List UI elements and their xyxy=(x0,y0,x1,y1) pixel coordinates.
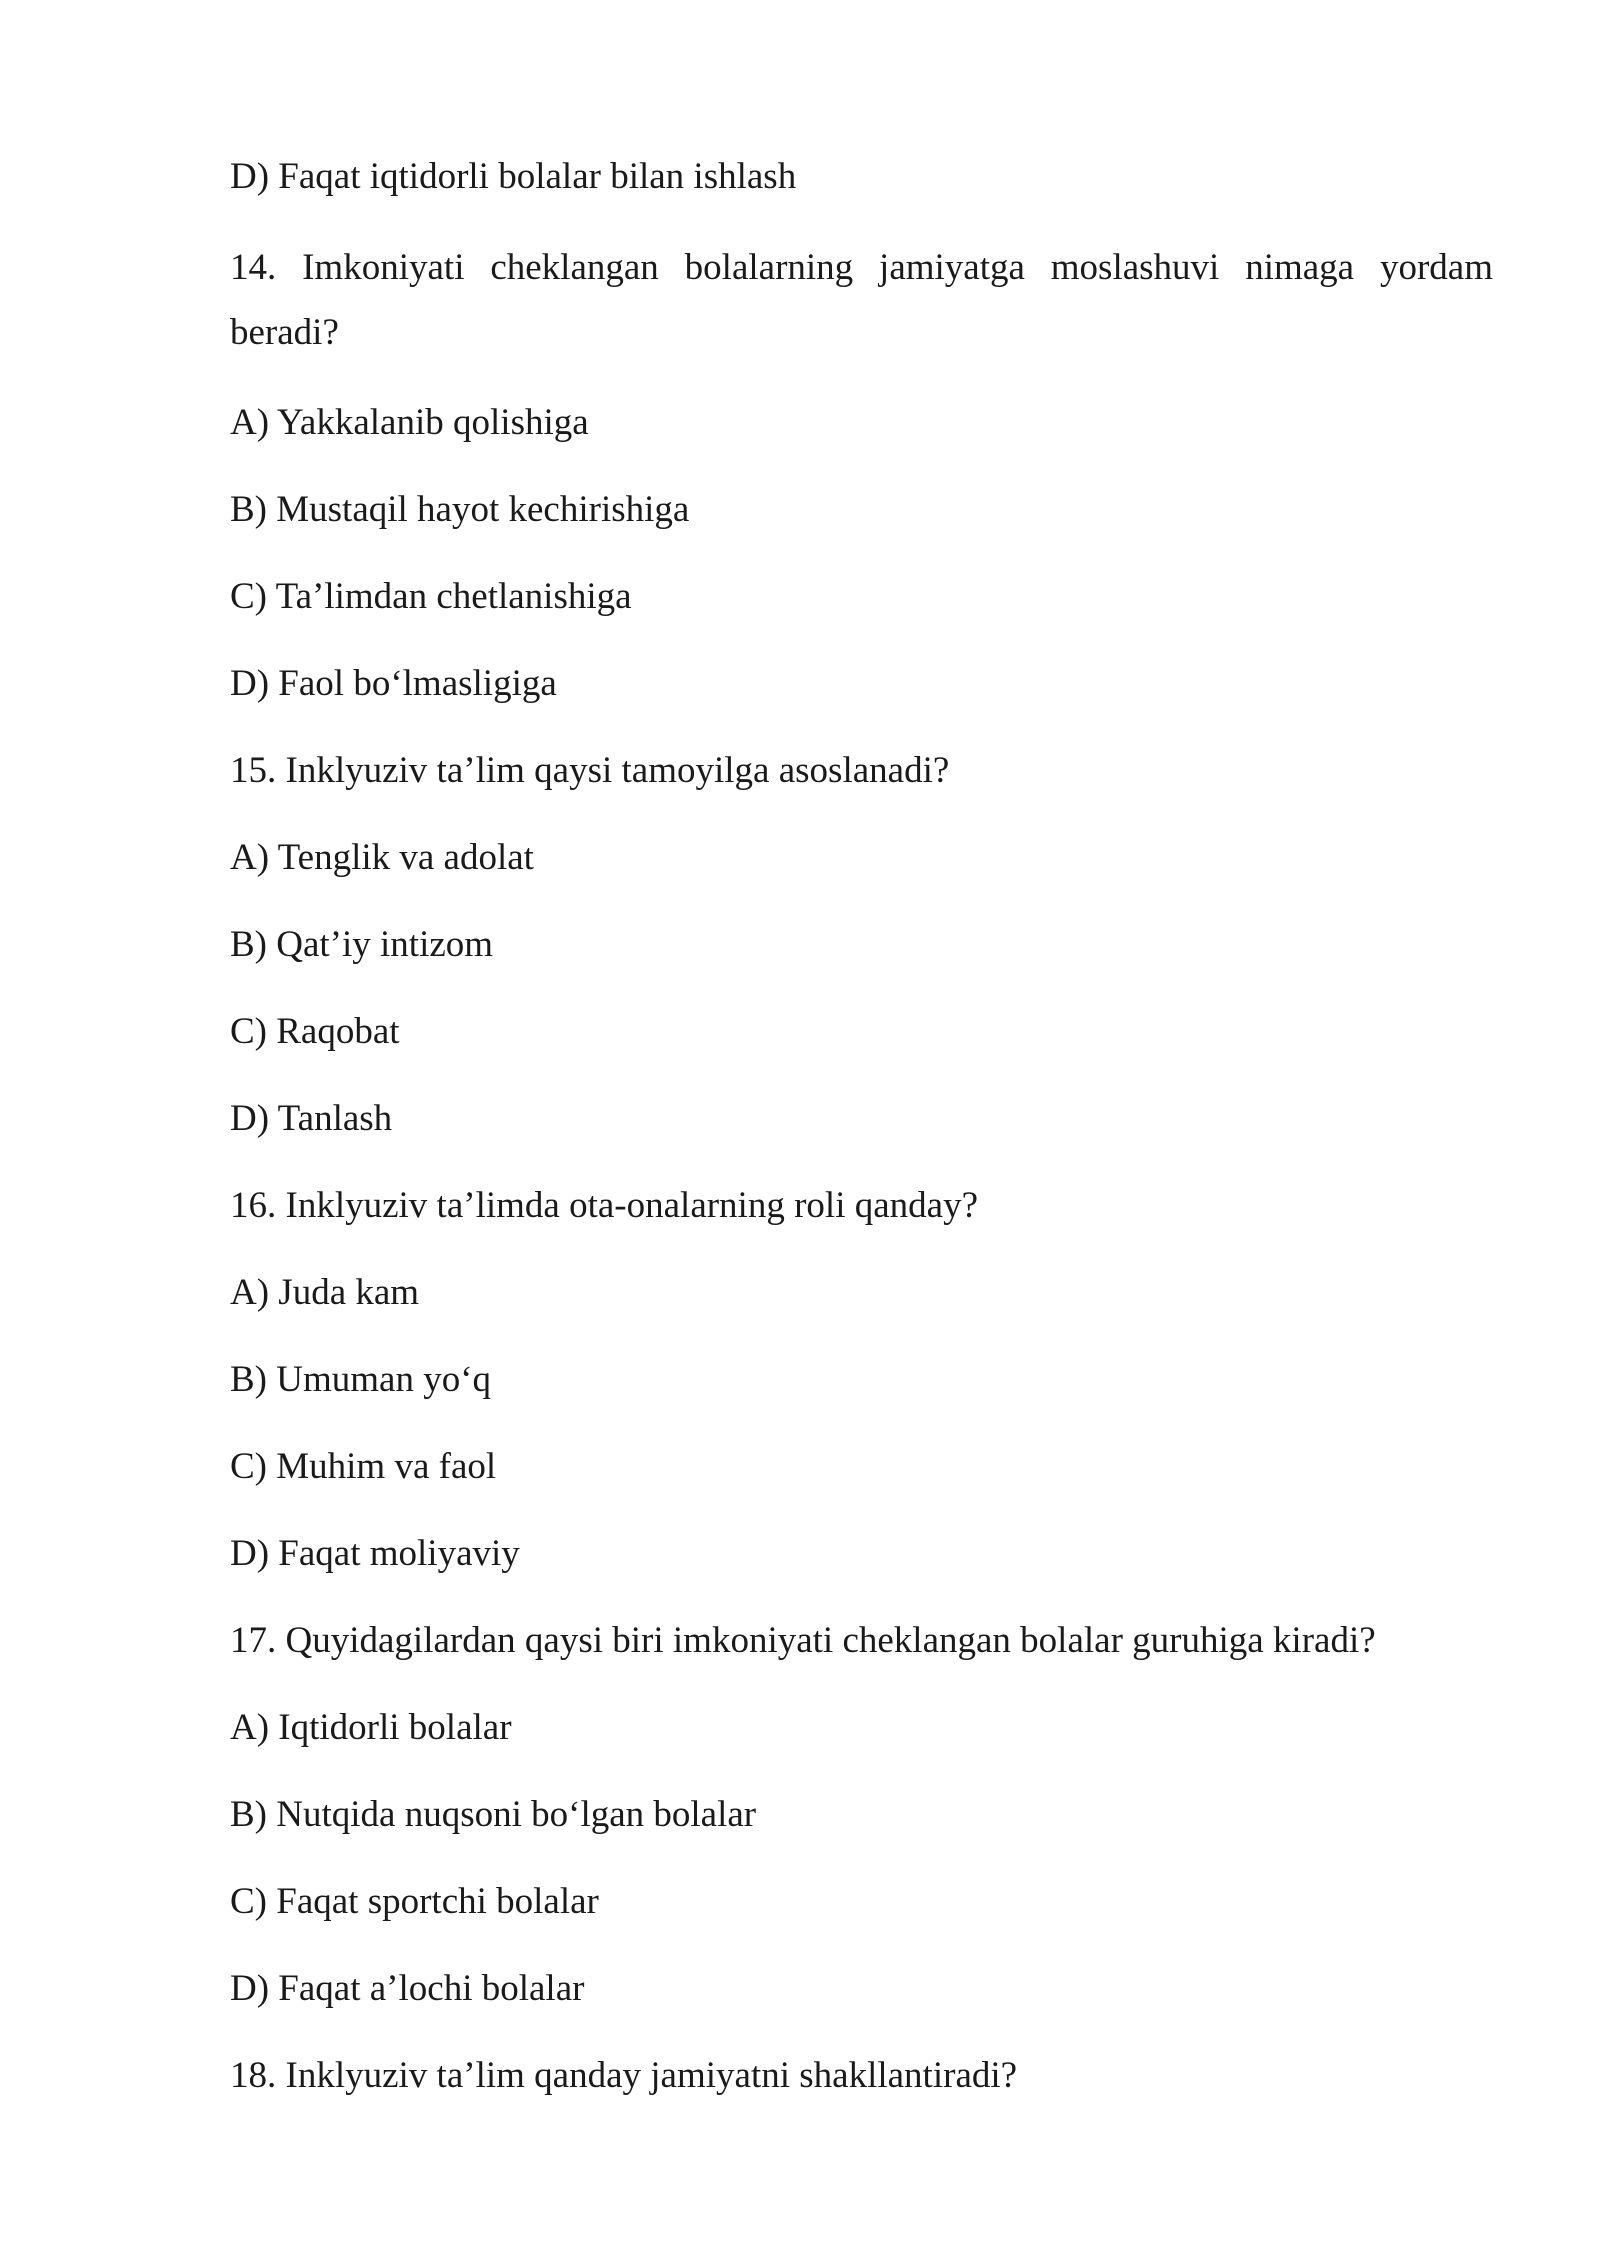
question-15-option-a: A) Tenglik va adolat xyxy=(230,837,534,878)
question-17-option-d: D) Faqat a’lochi bolalar xyxy=(230,1968,585,2009)
question-17-option-c: C) Faqat sportchi bolalar xyxy=(230,1881,599,1922)
question-16-text: 16. Inklyuziv ta’limda ota-onalarning roli qanday? xyxy=(230,1185,978,1226)
question-14-text: 14. Imkoniyati cheklangan bolalarning jamiyatga moslashuvi nimaga yordam beradi? xyxy=(230,247,1493,353)
question-14-option-c: C) Ta’limdan chetlanishiga xyxy=(230,576,632,617)
document-body xyxy=(230,148,1493,2134)
question-16-option-d: D) Faqat moliyaviy xyxy=(230,1533,520,1574)
question-15-text: 15. Inklyuziv ta’lim qaysi tamoyilga asoslanadi? xyxy=(230,750,950,791)
question-14-option-b: B) Mustaqil hayot kechirishiga xyxy=(230,489,690,530)
question-17-option-b: B) Nutqida nuqsoni bo‘lgan bolalar xyxy=(230,1794,757,1835)
question-15-option-b: B) Qat’iy intizom xyxy=(230,924,494,965)
question-15-option-c: C) Raqobat xyxy=(230,1011,400,1052)
question-18-text: 18. Inklyuziv ta’lim qanday jamiyatni shakllantiradi? xyxy=(230,2055,1018,2096)
question-17-option-a: A) Iqtidorli bolalar xyxy=(230,1707,512,1748)
question-14-option-a: A) Yakkalanib qolishiga xyxy=(230,402,589,443)
question-14-option-d: D) Faol bo‘lmasligiga xyxy=(230,663,557,704)
option-d-q13: D) Faqat iqtidorli bolalar bilan ishlash xyxy=(230,156,797,197)
question-16-option-a: A) Juda kam xyxy=(230,1272,420,1313)
question-15-option-d: D) Tanlash xyxy=(230,1098,393,1139)
question-16-option-c: C) Muhim va faol xyxy=(230,1446,497,1487)
question-17-text: 17. Quyidagilardan qaysi biri imkoniyati cheklangan bolalar guruhiga kiradi? xyxy=(230,1620,1376,1661)
question-14 xyxy=(230,235,1493,365)
question-16-option-b: B) Umuman yo‘q xyxy=(230,1359,492,1400)
